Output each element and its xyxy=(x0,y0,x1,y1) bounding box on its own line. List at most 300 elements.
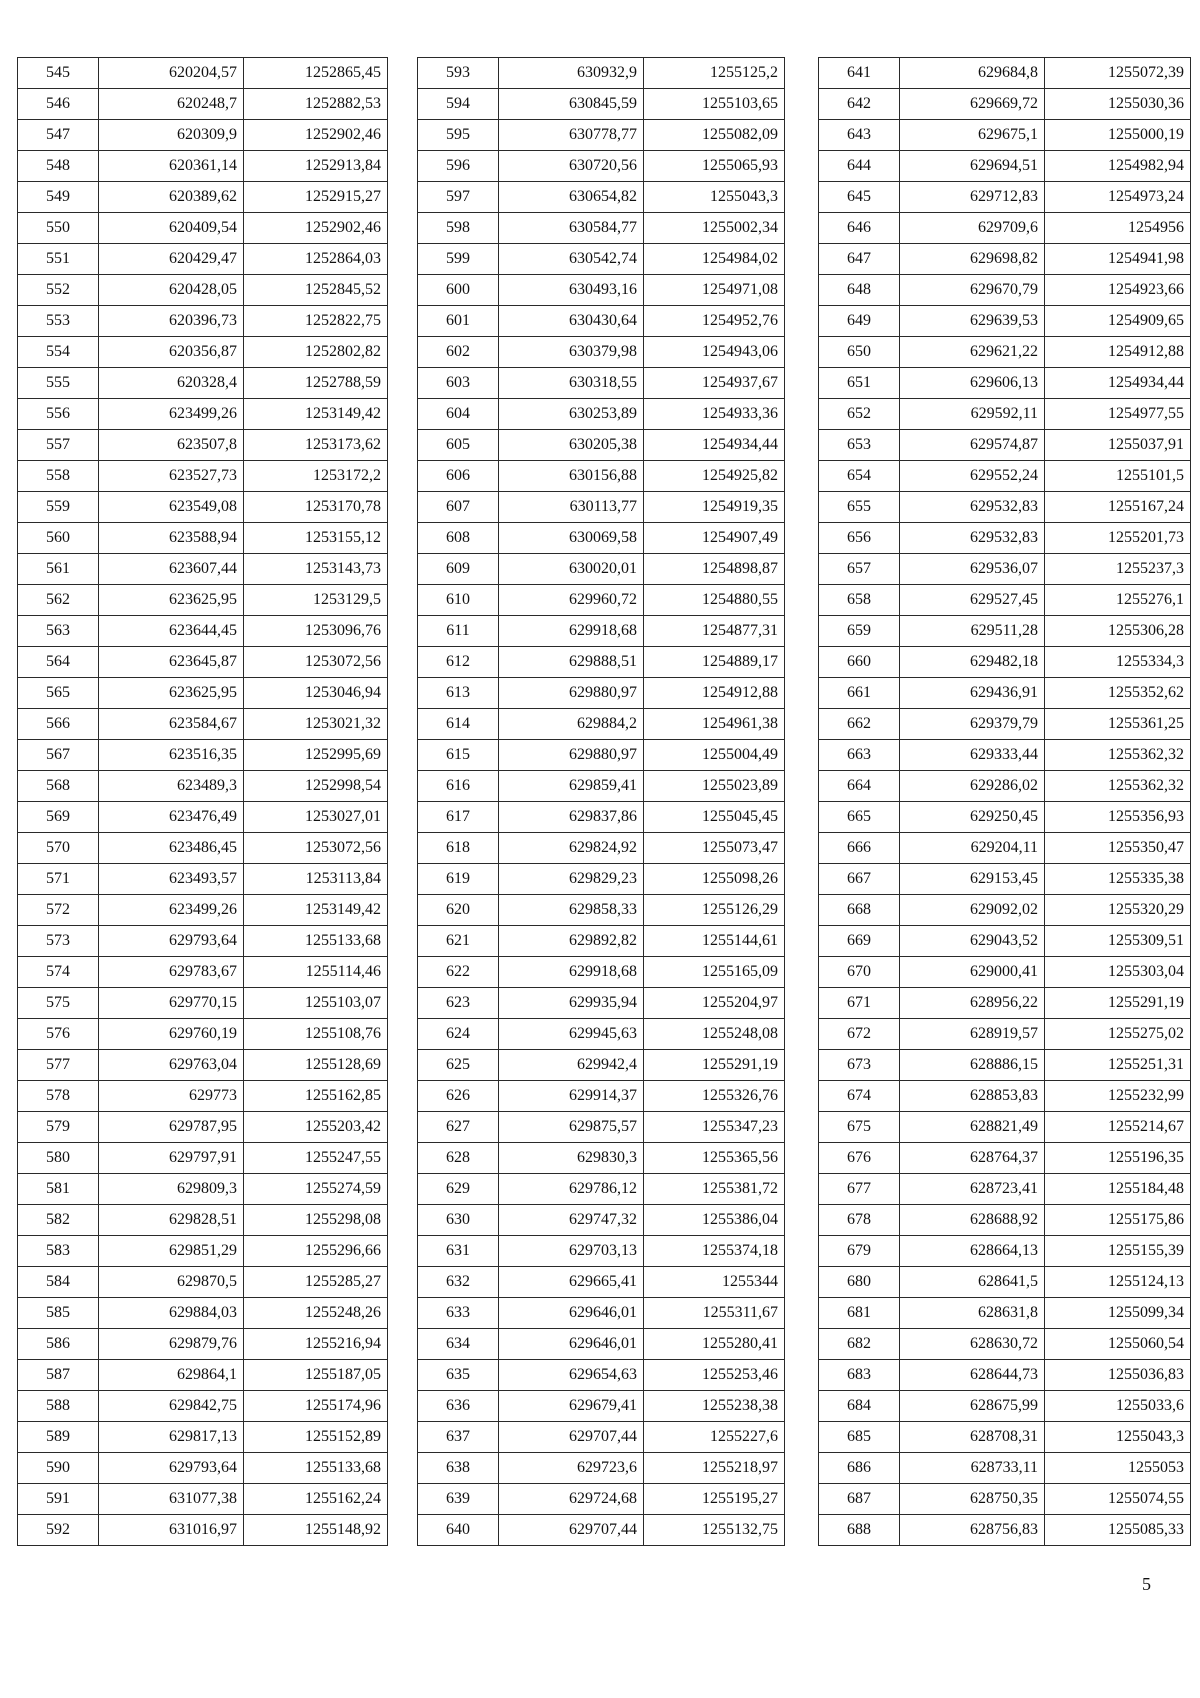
point-number-cell: 608 xyxy=(418,523,499,554)
point-number-cell: 555 xyxy=(18,368,99,399)
point-number-cell: 573 xyxy=(18,926,99,957)
table-row xyxy=(819,647,1191,678)
y-coordinate-cell: 1252865,45 xyxy=(244,58,388,89)
y-coordinate-cell: 1254956 xyxy=(1045,213,1191,244)
point-number-cell: 587 xyxy=(18,1360,99,1391)
table-row xyxy=(18,554,388,585)
x-coordinate-cell: 628708,31 xyxy=(900,1422,1045,1453)
x-coordinate-cell: 629830,3 xyxy=(499,1143,644,1174)
y-coordinate-cell: 1255238,38 xyxy=(644,1391,785,1422)
table-row xyxy=(18,1453,388,1484)
table-row xyxy=(418,647,785,678)
point-number-cell: 632 xyxy=(418,1267,499,1298)
point-number-cell: 561 xyxy=(18,554,99,585)
table-row xyxy=(819,368,1191,399)
x-coordinate-cell: 629793,64 xyxy=(99,1453,244,1484)
point-number-cell: 664 xyxy=(819,771,900,802)
y-coordinate-cell: 1255101,5 xyxy=(1045,461,1191,492)
y-coordinate-cell: 1255103,07 xyxy=(244,988,388,1019)
table-row xyxy=(18,585,388,616)
y-coordinate-cell: 1255152,89 xyxy=(244,1422,388,1453)
table-row xyxy=(819,461,1191,492)
point-number-cell: 665 xyxy=(819,802,900,833)
point-number-cell: 663 xyxy=(819,740,900,771)
x-coordinate-cell: 630253,89 xyxy=(499,399,644,430)
table-row xyxy=(819,1329,1191,1360)
x-coordinate-cell: 630584,77 xyxy=(499,213,644,244)
x-coordinate-cell: 629828,51 xyxy=(99,1205,244,1236)
y-coordinate-cell: 1253129,5 xyxy=(244,585,388,616)
table-row xyxy=(418,58,785,89)
y-coordinate-cell: 1255195,27 xyxy=(644,1484,785,1515)
x-coordinate-cell: 623625,95 xyxy=(99,585,244,616)
coordinates-table-1 xyxy=(17,57,388,1546)
table-row xyxy=(819,182,1191,213)
point-number-cell: 579 xyxy=(18,1112,99,1143)
point-number-cell: 574 xyxy=(18,957,99,988)
x-coordinate-cell: 629960,72 xyxy=(499,585,644,616)
y-coordinate-cell: 1255285,27 xyxy=(244,1267,388,1298)
table-row xyxy=(819,120,1191,151)
table-row xyxy=(819,895,1191,926)
y-coordinate-cell: 1254933,36 xyxy=(644,399,785,430)
table-row xyxy=(18,492,388,523)
x-coordinate-cell: 629092,02 xyxy=(900,895,1045,926)
y-coordinate-cell: 1254877,31 xyxy=(644,616,785,647)
point-number-cell: 597 xyxy=(418,182,499,213)
table-row xyxy=(819,833,1191,864)
x-coordinate-cell: 629669,72 xyxy=(900,89,1045,120)
point-number-cell: 677 xyxy=(819,1174,900,1205)
x-coordinate-cell: 629773 xyxy=(99,1081,244,1112)
y-coordinate-cell: 1255365,56 xyxy=(644,1143,785,1174)
table-row xyxy=(18,895,388,926)
point-number-cell: 657 xyxy=(819,554,900,585)
table-row xyxy=(418,213,785,244)
x-coordinate-cell: 629747,32 xyxy=(499,1205,644,1236)
y-coordinate-cell: 1252913,84 xyxy=(244,151,388,182)
table-row xyxy=(819,492,1191,523)
point-number-cell: 553 xyxy=(18,306,99,337)
point-number-cell: 619 xyxy=(418,864,499,895)
x-coordinate-cell: 629709,6 xyxy=(900,213,1045,244)
x-coordinate-cell: 623645,87 xyxy=(99,647,244,678)
point-number-cell: 687 xyxy=(819,1484,900,1515)
table-row xyxy=(819,771,1191,802)
x-coordinate-cell: 628821,49 xyxy=(900,1112,1045,1143)
y-coordinate-cell: 1255320,29 xyxy=(1045,895,1191,926)
table-row xyxy=(418,678,785,709)
y-coordinate-cell: 1255218,97 xyxy=(644,1453,785,1484)
x-coordinate-cell: 629707,44 xyxy=(499,1515,644,1546)
y-coordinate-cell: 1255126,29 xyxy=(644,895,785,926)
x-coordinate-cell: 629829,23 xyxy=(499,864,644,895)
table-row xyxy=(18,771,388,802)
y-coordinate-cell: 1255196,35 xyxy=(1045,1143,1191,1174)
table-row xyxy=(18,213,388,244)
y-coordinate-cell: 1255247,55 xyxy=(244,1143,388,1174)
x-coordinate-cell: 629698,82 xyxy=(900,244,1045,275)
x-coordinate-cell: 629770,15 xyxy=(99,988,244,1019)
table-row xyxy=(418,1050,785,1081)
table-row xyxy=(819,709,1191,740)
point-number-cell: 683 xyxy=(819,1360,900,1391)
table-row xyxy=(418,337,785,368)
y-coordinate-cell: 1255103,65 xyxy=(644,89,785,120)
x-coordinate-cell: 629333,44 xyxy=(900,740,1045,771)
x-coordinate-cell: 629436,91 xyxy=(900,678,1045,709)
x-coordinate-cell: 620248,7 xyxy=(99,89,244,120)
x-coordinate-cell: 630654,82 xyxy=(499,182,644,213)
point-number-cell: 593 xyxy=(418,58,499,89)
table-row xyxy=(819,1205,1191,1236)
x-coordinate-cell: 629043,52 xyxy=(900,926,1045,957)
y-coordinate-cell: 1254919,35 xyxy=(644,492,785,523)
x-coordinate-cell: 629797,91 xyxy=(99,1143,244,1174)
y-coordinate-cell: 1255108,76 xyxy=(244,1019,388,1050)
table-row xyxy=(18,1205,388,1236)
point-number-cell: 628 xyxy=(418,1143,499,1174)
x-coordinate-cell: 620204,57 xyxy=(99,58,244,89)
x-coordinate-cell: 629574,87 xyxy=(900,430,1045,461)
x-coordinate-cell: 629760,19 xyxy=(99,1019,244,1050)
y-coordinate-cell: 1255326,76 xyxy=(644,1081,785,1112)
x-coordinate-cell: 629675,1 xyxy=(900,120,1045,151)
x-coordinate-cell: 631077,38 xyxy=(99,1484,244,1515)
y-coordinate-cell: 1255167,24 xyxy=(1045,492,1191,523)
table-row xyxy=(819,740,1191,771)
point-number-cell: 627 xyxy=(418,1112,499,1143)
x-coordinate-cell: 628631,8 xyxy=(900,1298,1045,1329)
table-row xyxy=(418,182,785,213)
y-coordinate-cell: 1255203,42 xyxy=(244,1112,388,1143)
point-number-cell: 620 xyxy=(418,895,499,926)
table-row xyxy=(418,585,785,616)
point-number-cell: 613 xyxy=(418,678,499,709)
table-row xyxy=(18,151,388,182)
table-row xyxy=(819,864,1191,895)
table-row xyxy=(819,275,1191,306)
point-number-cell: 649 xyxy=(819,306,900,337)
x-coordinate-cell: 628664,13 xyxy=(900,1236,1045,1267)
point-number-cell: 637 xyxy=(418,1422,499,1453)
y-coordinate-cell: 1255132,75 xyxy=(644,1515,785,1546)
table-row xyxy=(819,1081,1191,1112)
y-coordinate-cell: 1255386,04 xyxy=(644,1205,785,1236)
table-body xyxy=(18,58,388,1546)
table-row xyxy=(418,1360,785,1391)
point-number-cell: 601 xyxy=(418,306,499,337)
point-number-cell: 581 xyxy=(18,1174,99,1205)
point-number-cell: 569 xyxy=(18,802,99,833)
x-coordinate-cell: 630430,64 xyxy=(499,306,644,337)
point-number-cell: 598 xyxy=(418,213,499,244)
table-row xyxy=(18,89,388,120)
point-number-cell: 671 xyxy=(819,988,900,1019)
x-coordinate-cell: 629654,63 xyxy=(499,1360,644,1391)
x-coordinate-cell: 629888,51 xyxy=(499,647,644,678)
y-coordinate-cell: 1255033,6 xyxy=(1045,1391,1191,1422)
point-number-cell: 654 xyxy=(819,461,900,492)
table-body xyxy=(819,58,1191,1546)
y-coordinate-cell: 1255216,94 xyxy=(244,1329,388,1360)
table-row xyxy=(18,120,388,151)
point-number-cell: 554 xyxy=(18,337,99,368)
point-number-cell: 577 xyxy=(18,1050,99,1081)
y-coordinate-cell: 1254943,06 xyxy=(644,337,785,368)
point-number-cell: 647 xyxy=(819,244,900,275)
x-coordinate-cell: 628750,35 xyxy=(900,1484,1045,1515)
y-coordinate-cell: 1255043,3 xyxy=(1045,1422,1191,1453)
x-coordinate-cell: 629511,28 xyxy=(900,616,1045,647)
table-row xyxy=(418,430,785,461)
point-number-cell: 645 xyxy=(819,182,900,213)
y-coordinate-cell: 1253172,2 xyxy=(244,461,388,492)
table-row xyxy=(819,337,1191,368)
x-coordinate-cell: 620309,9 xyxy=(99,120,244,151)
page-number: 5 xyxy=(1142,1574,1151,1594)
x-coordinate-cell: 623489,3 xyxy=(99,771,244,802)
x-coordinate-cell: 629694,51 xyxy=(900,151,1045,182)
y-coordinate-cell: 1254907,49 xyxy=(644,523,785,554)
x-coordinate-cell: 623607,44 xyxy=(99,554,244,585)
table-row xyxy=(418,554,785,585)
table-row xyxy=(18,1329,388,1360)
point-number-cell: 556 xyxy=(18,399,99,430)
table-row xyxy=(418,1329,785,1360)
y-coordinate-cell: 1255002,34 xyxy=(644,213,785,244)
point-number-cell: 616 xyxy=(418,771,499,802)
table-row xyxy=(418,1205,785,1236)
x-coordinate-cell: 623644,45 xyxy=(99,616,244,647)
table-row xyxy=(418,1391,785,1422)
point-number-cell: 609 xyxy=(418,554,499,585)
x-coordinate-cell: 629914,37 xyxy=(499,1081,644,1112)
table-row xyxy=(819,926,1191,957)
point-number-cell: 568 xyxy=(18,771,99,802)
y-coordinate-cell: 1255065,93 xyxy=(644,151,785,182)
x-coordinate-cell: 623476,49 xyxy=(99,802,244,833)
point-number-cell: 607 xyxy=(418,492,499,523)
x-coordinate-cell: 629670,79 xyxy=(900,275,1045,306)
point-number-cell: 566 xyxy=(18,709,99,740)
point-number-cell: 563 xyxy=(18,616,99,647)
y-coordinate-cell: 1254880,55 xyxy=(644,585,785,616)
table-row xyxy=(819,1298,1191,1329)
table-row xyxy=(418,926,785,957)
point-number-cell: 589 xyxy=(18,1422,99,1453)
point-number-cell: 590 xyxy=(18,1453,99,1484)
point-number-cell: 669 xyxy=(819,926,900,957)
x-coordinate-cell: 630845,59 xyxy=(499,89,644,120)
x-coordinate-cell: 628956,22 xyxy=(900,988,1045,1019)
table-row xyxy=(418,89,785,120)
y-coordinate-cell: 1255296,66 xyxy=(244,1236,388,1267)
y-coordinate-cell: 1255030,36 xyxy=(1045,89,1191,120)
y-coordinate-cell: 1255148,92 xyxy=(244,1515,388,1546)
point-number-cell: 606 xyxy=(418,461,499,492)
table-row xyxy=(18,1236,388,1267)
x-coordinate-cell: 628641,5 xyxy=(900,1267,1045,1298)
x-coordinate-cell: 629783,67 xyxy=(99,957,244,988)
y-coordinate-cell: 1254934,44 xyxy=(644,430,785,461)
point-number-cell: 641 xyxy=(819,58,900,89)
y-coordinate-cell: 1253173,62 xyxy=(244,430,388,461)
y-coordinate-cell: 1255073,47 xyxy=(644,833,785,864)
point-number-cell: 610 xyxy=(418,585,499,616)
y-coordinate-cell: 1253149,42 xyxy=(244,895,388,926)
point-number-cell: 679 xyxy=(819,1236,900,1267)
table-row xyxy=(418,1143,785,1174)
point-number-cell: 622 xyxy=(418,957,499,988)
x-coordinate-cell: 628630,72 xyxy=(900,1329,1045,1360)
point-number-cell: 684 xyxy=(819,1391,900,1422)
x-coordinate-cell: 629379,79 xyxy=(900,709,1045,740)
table-row xyxy=(18,1081,388,1112)
coordinates-table-2 xyxy=(417,57,785,1546)
table-row xyxy=(18,740,388,771)
x-coordinate-cell: 623499,26 xyxy=(99,895,244,926)
x-coordinate-cell: 629250,45 xyxy=(900,802,1045,833)
x-coordinate-cell: 629606,13 xyxy=(900,368,1045,399)
y-coordinate-cell: 1255253,46 xyxy=(644,1360,785,1391)
x-coordinate-cell: 629532,83 xyxy=(900,523,1045,554)
table-row xyxy=(18,1174,388,1205)
y-coordinate-cell: 1255381,72 xyxy=(644,1174,785,1205)
y-coordinate-cell: 1252864,03 xyxy=(244,244,388,275)
point-number-cell: 602 xyxy=(418,337,499,368)
table-row xyxy=(418,244,785,275)
table-row xyxy=(18,337,388,368)
x-coordinate-cell: 629793,64 xyxy=(99,926,244,957)
table-row xyxy=(819,89,1191,120)
point-number-cell: 633 xyxy=(418,1298,499,1329)
y-coordinate-cell: 1255162,85 xyxy=(244,1081,388,1112)
y-coordinate-cell: 1252788,59 xyxy=(244,368,388,399)
y-coordinate-cell: 1254925,82 xyxy=(644,461,785,492)
x-coordinate-cell: 629482,18 xyxy=(900,647,1045,678)
y-coordinate-cell: 1255099,34 xyxy=(1045,1298,1191,1329)
y-coordinate-cell: 1255251,31 xyxy=(1045,1050,1191,1081)
point-number-cell: 666 xyxy=(819,833,900,864)
table-row xyxy=(18,275,388,306)
table-row xyxy=(418,864,785,895)
x-coordinate-cell: 629639,53 xyxy=(900,306,1045,337)
y-coordinate-cell: 1255162,24 xyxy=(244,1484,388,1515)
x-coordinate-cell: 629536,07 xyxy=(900,554,1045,585)
y-coordinate-cell: 1252902,46 xyxy=(244,120,388,151)
table-row xyxy=(418,833,785,864)
point-number-cell: 675 xyxy=(819,1112,900,1143)
table-row xyxy=(819,1174,1191,1205)
point-number-cell: 631 xyxy=(418,1236,499,1267)
y-coordinate-cell: 1254923,66 xyxy=(1045,275,1191,306)
table-row xyxy=(18,523,388,554)
point-number-cell: 672 xyxy=(819,1019,900,1050)
point-number-cell: 617 xyxy=(418,802,499,833)
y-coordinate-cell: 1253155,12 xyxy=(244,523,388,554)
table-row xyxy=(18,1112,388,1143)
y-coordinate-cell: 1254952,76 xyxy=(644,306,785,337)
y-coordinate-cell: 1255184,48 xyxy=(1045,1174,1191,1205)
x-coordinate-cell: 620428,05 xyxy=(99,275,244,306)
table-row xyxy=(18,864,388,895)
x-coordinate-cell: 628919,57 xyxy=(900,1019,1045,1050)
point-number-cell: 643 xyxy=(819,120,900,151)
x-coordinate-cell: 629787,95 xyxy=(99,1112,244,1143)
y-coordinate-cell: 1252845,52 xyxy=(244,275,388,306)
x-coordinate-cell: 628853,83 xyxy=(900,1081,1045,1112)
y-coordinate-cell: 1255098,26 xyxy=(644,864,785,895)
table-row xyxy=(819,58,1191,89)
x-coordinate-cell: 620361,14 xyxy=(99,151,244,182)
x-coordinate-cell: 620328,4 xyxy=(99,368,244,399)
x-coordinate-cell: 623486,45 xyxy=(99,833,244,864)
y-coordinate-cell: 1253046,94 xyxy=(244,678,388,709)
y-coordinate-cell: 1254909,65 xyxy=(1045,306,1191,337)
point-number-cell: 583 xyxy=(18,1236,99,1267)
point-number-cell: 548 xyxy=(18,151,99,182)
table-row xyxy=(18,616,388,647)
table-row xyxy=(18,957,388,988)
y-coordinate-cell: 1255311,67 xyxy=(644,1298,785,1329)
x-coordinate-cell: 630542,74 xyxy=(499,244,644,275)
x-coordinate-cell: 623493,57 xyxy=(99,864,244,895)
table-row xyxy=(418,1515,785,1546)
x-coordinate-cell: 629786,12 xyxy=(499,1174,644,1205)
y-coordinate-cell: 1255175,86 xyxy=(1045,1205,1191,1236)
y-coordinate-cell: 1255306,28 xyxy=(1045,616,1191,647)
table-row xyxy=(418,957,785,988)
point-number-cell: 674 xyxy=(819,1081,900,1112)
table-row xyxy=(18,461,388,492)
x-coordinate-cell: 629712,83 xyxy=(900,182,1045,213)
x-coordinate-cell: 630156,88 xyxy=(499,461,644,492)
point-number-cell: 580 xyxy=(18,1143,99,1174)
x-coordinate-cell: 629884,2 xyxy=(499,709,644,740)
x-coordinate-cell: 623549,08 xyxy=(99,492,244,523)
x-coordinate-cell: 629552,24 xyxy=(900,461,1045,492)
x-coordinate-cell: 628756,83 xyxy=(900,1515,1045,1546)
table-row xyxy=(819,1391,1191,1422)
y-coordinate-cell: 1255036,83 xyxy=(1045,1360,1191,1391)
table-row xyxy=(418,151,785,182)
table-row xyxy=(18,306,388,337)
table-row xyxy=(18,678,388,709)
y-coordinate-cell: 1254971,08 xyxy=(644,275,785,306)
x-coordinate-cell: 620356,87 xyxy=(99,337,244,368)
y-coordinate-cell: 1255037,91 xyxy=(1045,430,1191,461)
table-row xyxy=(18,833,388,864)
table-row xyxy=(418,988,785,1019)
table-row xyxy=(418,368,785,399)
point-number-cell: 576 xyxy=(18,1019,99,1050)
y-coordinate-cell: 1255344 xyxy=(644,1267,785,1298)
table-row xyxy=(819,1267,1191,1298)
y-coordinate-cell: 1253170,78 xyxy=(244,492,388,523)
table-row xyxy=(18,1360,388,1391)
point-number-cell: 599 xyxy=(418,244,499,275)
x-coordinate-cell: 630318,55 xyxy=(499,368,644,399)
x-coordinate-cell: 629286,02 xyxy=(900,771,1045,802)
x-coordinate-cell: 628644,73 xyxy=(900,1360,1045,1391)
x-coordinate-cell: 630069,58 xyxy=(499,523,644,554)
x-coordinate-cell: 629665,41 xyxy=(499,1267,644,1298)
table-row xyxy=(819,430,1191,461)
point-number-cell: 660 xyxy=(819,647,900,678)
point-number-cell: 623 xyxy=(418,988,499,1019)
x-coordinate-cell: 623516,35 xyxy=(99,740,244,771)
